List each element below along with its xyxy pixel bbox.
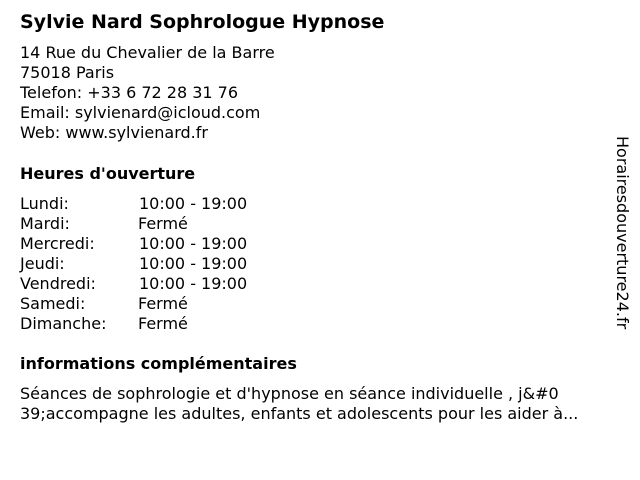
hours-row-friday xyxy=(20,274,320,294)
hours-row-saturday xyxy=(20,294,320,314)
hours-day: Jeudi: xyxy=(20,254,65,273)
hours-day: Vendredi: xyxy=(20,274,96,293)
additional-info-heading: informations complémentaires xyxy=(20,354,297,373)
opening-hours-heading: Heures d'ouverture xyxy=(20,164,196,183)
hours-time: 10:00 - 19:00 xyxy=(139,234,248,253)
hours-time: Fermé xyxy=(138,294,188,313)
hours-time: Fermé xyxy=(138,314,188,333)
description-line: Séances de sophrologie et d'hypnose en séance individuelle , j&#0 xyxy=(20,384,559,403)
hours-day: Mardi: xyxy=(20,214,70,233)
hours-row-wednesday xyxy=(20,234,320,254)
hours-day: Lundi: xyxy=(20,194,69,213)
hours-row-tuesday xyxy=(20,214,320,234)
address-city: 75018 Paris xyxy=(20,63,115,82)
hours-day: Mercredi: xyxy=(20,234,95,253)
hours-time: 10:00 - 19:00 xyxy=(139,194,248,213)
email-line: Email: sylvienard@icloud.com xyxy=(20,103,261,122)
hours-day: Dimanche: xyxy=(20,314,107,333)
description-line: 39;accompagne les adultes, enfants et adolescents pour les aider à... xyxy=(20,404,579,423)
contact-block xyxy=(20,43,275,143)
hours-row-monday xyxy=(20,194,320,214)
opening-hours-table xyxy=(20,194,320,334)
hours-day: Samedi: xyxy=(20,294,86,313)
business-title: Sylvie Nard Sophrologue Hypnose xyxy=(20,11,385,33)
site-watermark: Horairesdouverture24.fr xyxy=(613,136,632,330)
hours-row-thursday xyxy=(20,254,320,274)
hours-row-sunday xyxy=(20,314,320,334)
hours-time: 10:00 - 19:00 xyxy=(139,254,248,273)
phone-line: Telefon: +33 6 72 28 31 76 xyxy=(20,83,239,102)
hours-time: Fermé xyxy=(138,214,188,233)
description-text xyxy=(20,384,630,424)
address-street: 14 Rue du Chevalier de la Barre xyxy=(20,43,275,62)
hours-time: 10:00 - 19:00 xyxy=(139,274,248,293)
web-line: Web: www.sylvienard.fr xyxy=(20,123,208,142)
